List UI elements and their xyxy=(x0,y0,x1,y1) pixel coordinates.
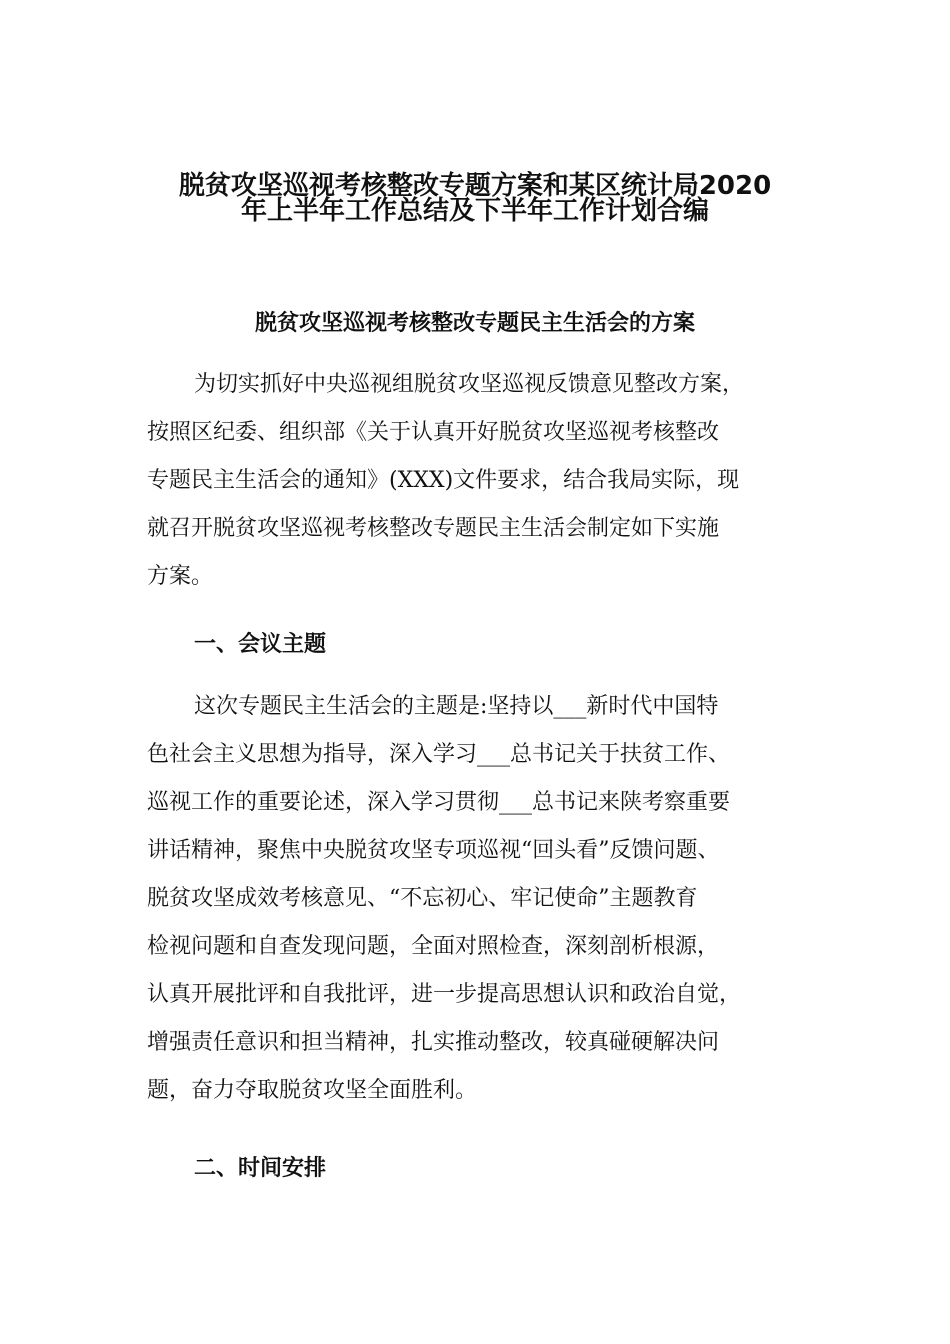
theme-line-3: 巡视工作的重要论述，深入学习贯彻___总书记来陕考察重要 xyxy=(147,790,731,815)
theme-line-9: 题，奋力夺取脱贫攻坚全面胜利。 xyxy=(147,1078,478,1103)
intro-line-5: 方案。 xyxy=(147,564,214,589)
document-title-line-2: 年上半年工作总结及下半年工作计划合编 xyxy=(240,196,709,226)
theme-line-7: 认真开展批评和自我批评，进一步提高思想认识和政治自觉， xyxy=(147,982,742,1007)
theme-line-6: 检视问题和自查发现问题，全面对照检查，深刻剖析根源， xyxy=(147,934,720,959)
intro-line-2: 按照区纪委、组织部《关于认真开好脱贫攻坚巡视考核整改 xyxy=(147,420,720,445)
document-subtitle: 脱贫攻坚巡视考核整改专题民主生活会的方案 xyxy=(254,311,695,336)
section-heading-meeting-theme: 一、会议主题 xyxy=(194,632,327,657)
theme-line-2: 色社会主义思想为指导，深入学习___总书记关于扶贫工作、 xyxy=(147,742,731,767)
theme-line-1: 这次专题民主生活会的主题是:坚持以___新时代中国特 xyxy=(194,694,719,719)
meeting-theme-paragraph xyxy=(147,683,807,1115)
intro-line-3: 专题民主生活会的通知》(XXX)文件要求，结合我局实际，现 xyxy=(147,468,740,493)
document-title-line-1: 脱贫攻坚巡视考核整改专题方案和某区统计局2020 xyxy=(178,171,772,201)
section-heading-schedule: 二、时间安排 xyxy=(194,1156,327,1181)
theme-line-8: 增强责任意识和担当精神，扎实推动整改，较真碰硬解决问 xyxy=(147,1030,720,1055)
theme-line-4: 讲话精神，聚焦中央脱贫攻坚专项巡视“回头看”反馈问题、 xyxy=(147,838,720,863)
intro-line-1: 为切实抓好中央巡视组脱贫攻坚巡视反馈意见整改方案， xyxy=(194,372,745,397)
theme-line-5: 脱贫攻坚成效考核意见、“不忘初心、牢记使命”主题教育 xyxy=(147,886,698,911)
intro-line-4: 就召开脱贫攻坚巡视考核整改专题民主生活会制定如下实施 xyxy=(147,516,720,541)
intro-paragraph xyxy=(147,361,807,601)
